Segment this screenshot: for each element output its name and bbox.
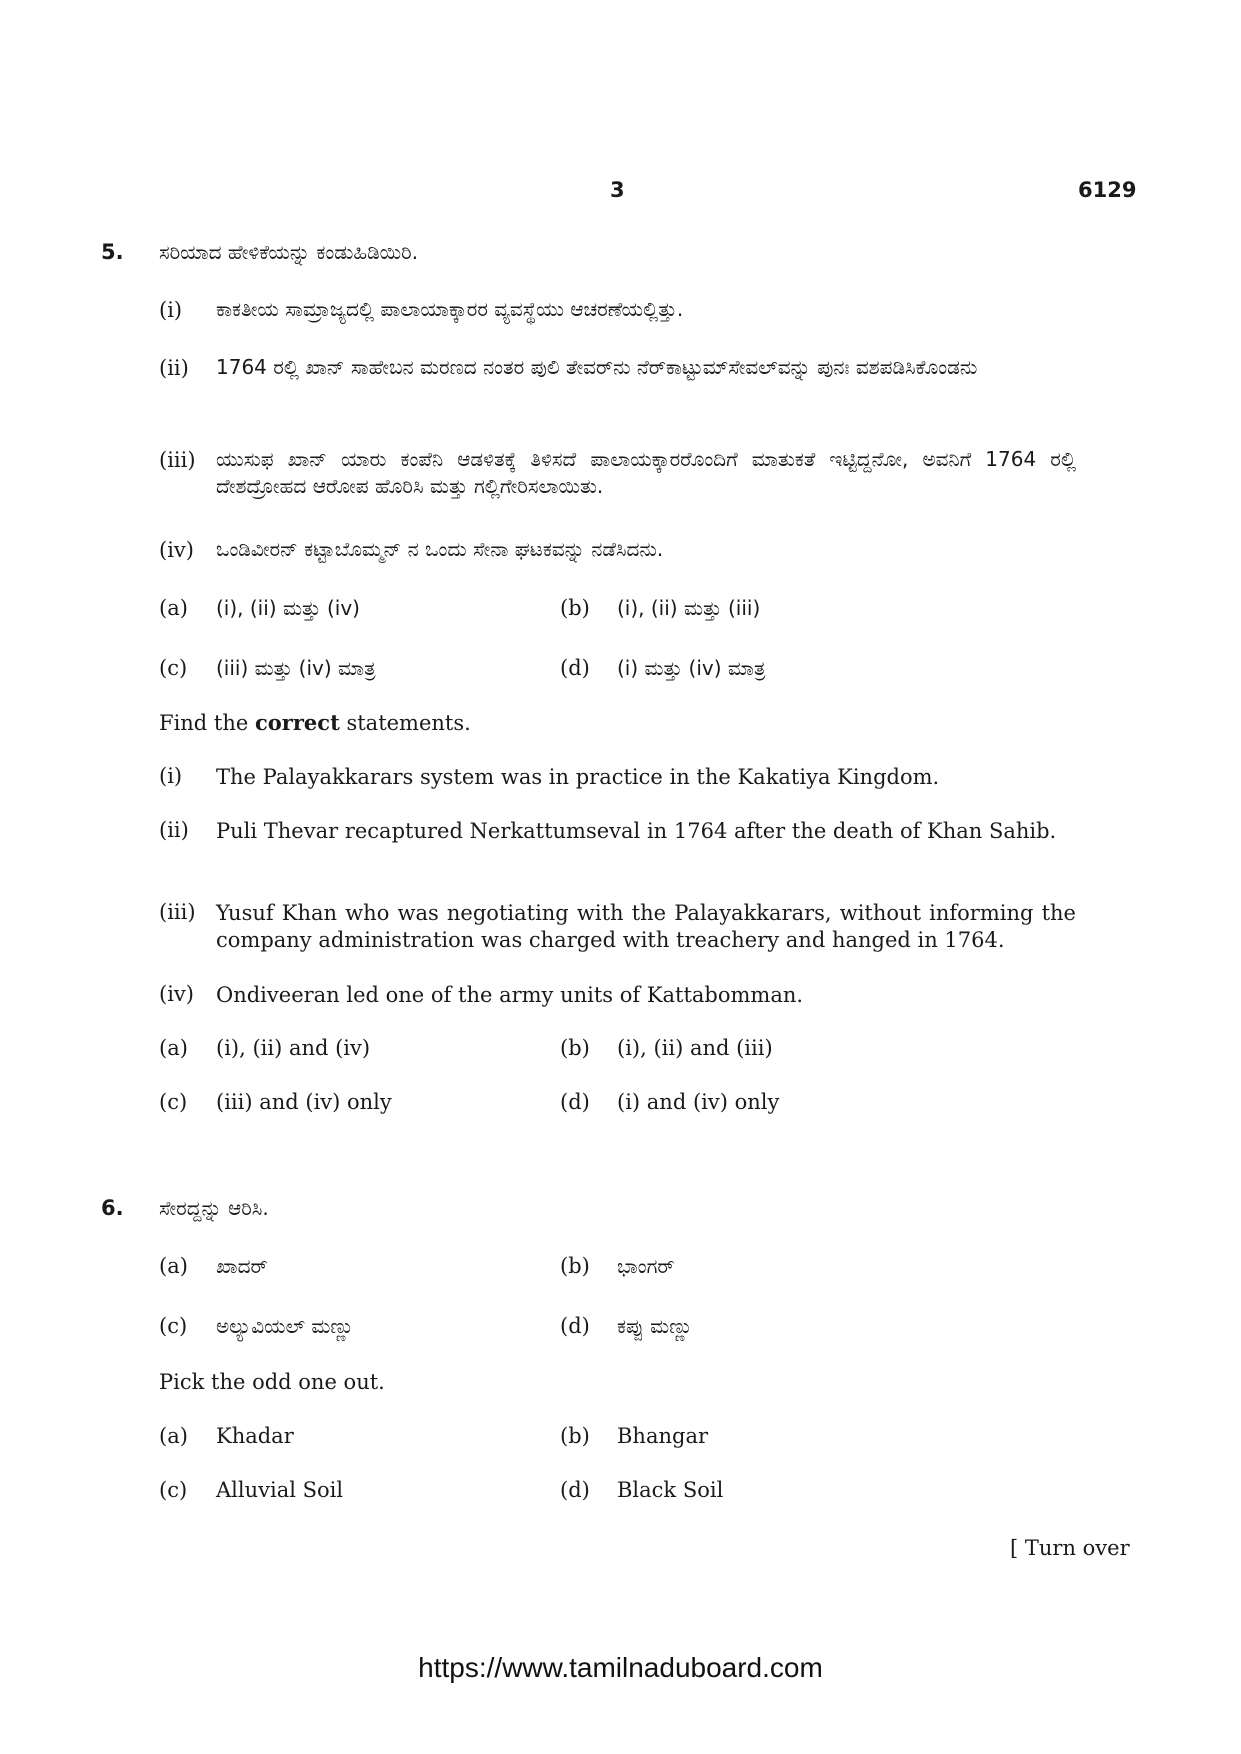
q5-kn-option-c-label: (c) xyxy=(159,656,188,680)
q6-kn-option-c-label: (c) xyxy=(159,1314,188,1338)
q5-kn-statement-2-label: (ii) xyxy=(159,356,189,380)
q5-kn-option-a: (i), (ii) ಮತ್ತು (iv) xyxy=(216,596,360,620)
q6-en-option-d: Black Soil xyxy=(617,1478,724,1502)
q5-kn-statement-4-label: (iv) xyxy=(159,538,194,562)
q5-en-option-d-label: (d) xyxy=(560,1090,590,1114)
q6-kn-option-a-label: (a) xyxy=(159,1254,188,1278)
q6-kn-option-b-label: (b) xyxy=(560,1254,590,1278)
q5-kn-option-c: (iii) ಮತ್ತು (iv) ಮಾತ್ರ xyxy=(216,656,376,680)
question-5-prompt-english: Find the correct statements. xyxy=(159,710,471,735)
q5-en-option-c-label: (c) xyxy=(159,1090,188,1114)
turn-over-note: [ Turn over xyxy=(1010,1536,1130,1560)
q5-kn-statement-1-label: (i) xyxy=(159,298,183,322)
q6-en-option-b: Bhangar xyxy=(617,1424,709,1448)
q6-kn-option-a: ಖಾದರ್ xyxy=(216,1254,268,1278)
q6-en-option-c: Alluvial Soil xyxy=(216,1478,344,1502)
q5-kn-option-b-label: (b) xyxy=(560,596,590,620)
q5-en-statement-4: Ondiveeran led one of the army units of Kattabomman. xyxy=(216,983,804,1007)
emphasis-correct: correct xyxy=(255,710,340,735)
q6-en-option-d-label: (d) xyxy=(560,1478,590,1502)
q6-en-option-a: Khadar xyxy=(216,1424,294,1448)
q5-en-statement-4-label: (iv) xyxy=(159,982,194,1006)
q5-kn-option-b: (i), (ii) ಮತ್ತು (iii) xyxy=(617,596,761,620)
q5-kn-statement-2: 1764 ರಲ್ಲಿ ಖಾನ್ ಸಾಹೇಬನ ಮರಣದ ನಂತರ ಪುಲಿ ತೇವರ್‌ನು ನೆರ್‌ಕಾಟ್ಟುಮ್‌ಸೇವಲ್‌ವನ್ನು ಪುನಃ ವಶಪಡಿಸಿಕೊಂಡನು xyxy=(216,355,978,379)
q5-kn-statement-4: ಒಂಡಿವೀರನ್ ಕಟ್ಟಾಬೊಮ್ಮನ್ ನ ಒಂದು ಸೇನಾ ಘಟಕವನ್ನು ನಡೆಸಿದನು. xyxy=(216,537,664,561)
paper-code: 6129 xyxy=(1078,178,1137,202)
question-6-prompt-english: Pick the odd one out. xyxy=(159,1370,385,1394)
q5-en-option-b-label: (b) xyxy=(560,1036,590,1060)
q6-kn-option-c: ಅಲ್ಯುವಿಯಲ್ ಮಣ್ಣು xyxy=(216,1314,354,1338)
q6-en-option-b-label: (b) xyxy=(560,1424,590,1448)
q5-en-option-d: (i) and (iv) only xyxy=(617,1090,780,1114)
question-6-number: 6. xyxy=(101,1196,124,1220)
q5-en-statement-1: The Palayakkarars system was in practice in the Kakatiya Kingdom. xyxy=(216,765,940,789)
q6-kn-option-b: ಭಾಂಗರ್ xyxy=(617,1254,675,1278)
q5-kn-option-d-label: (d) xyxy=(560,656,590,680)
footer-url[interactable]: https://www.tamilnaduboard.com xyxy=(418,1652,823,1683)
q5-kn-statement-3-label: (iii) xyxy=(159,448,196,472)
q5-en-option-c: (iii) and (iv) only xyxy=(216,1090,392,1114)
q6-en-option-c-label: (c) xyxy=(159,1478,188,1502)
q6-kn-option-d-label: (d) xyxy=(560,1314,590,1338)
question-6-prompt-kannada: ಸೇರದ್ದನ್ನು ಆರಿಸಿ. xyxy=(159,1196,269,1220)
q5-kn-option-a-label: (a) xyxy=(159,596,188,620)
q5-en-statement-3-label: (iii) xyxy=(159,900,196,924)
q5-en-statement-3: Yusuf Khan who was negotiating with the Palayakkarars, without informing the company administration was charged with treachery and hanged in 1764. xyxy=(216,901,1076,952)
q5-kn-option-d: (i) ಮತ್ತು (iv) ಮಾತ್ರ xyxy=(617,656,766,680)
q5-kn-statement-3: ಯುಸುಫ ಖಾನ್ ಯಾರು ಕಂಪೆನಿ ಆಡಳಿತಕ್ಕೆ ತಿಳಿಸದೆ ಪಾಲಾಯಕ್ಕಾರರೊಂದಿಗೆ ಮಾತುಕತೆ ಇಟ್ಟಿದ್ದನೋ, ಅವನಿಗೆ 1764 ರಲ್ಲಿ ದೇಶದ್ರೋಹದ ಆರೋಪ ಹೊರಿಸಿ ಮತ್ತು ಗಲ್ಲಿಗೇರಿಸಲಾಯಿತು. xyxy=(216,447,1076,498)
q5-en-option-a-label: (a) xyxy=(159,1036,188,1060)
q5-en-statement-1-label: (i) xyxy=(159,764,183,788)
q5-kn-statement-1: ಕಾಕತೀಯ ಸಾಮ್ರಾಜ್ಯದಲ್ಲಿ ಪಾಲಾಯಾಕ್ಕಾರರ ವ್ಯವಸ್ಥೆಯು ಆಚರಣೆಯಲ್ಲಿತ್ತು. xyxy=(216,297,684,321)
q6-en-option-a-label: (a) xyxy=(159,1424,188,1448)
question-5-prompt-kannada: ಸರಿಯಾದ ಹೇಳಿಕೆಯನ್ನು ಕಂಡುಹಿಡಿಯಿರಿ. xyxy=(159,240,419,264)
q6-kn-option-d: ಕಪ್ಪು ಮಣ್ಣು xyxy=(617,1314,693,1338)
q5-en-statement-2-label: (ii) xyxy=(159,818,189,842)
question-5-number: 5. xyxy=(101,240,124,264)
page-number: 3 xyxy=(610,178,625,202)
q5-en-option-a: (i), (ii) and (iv) xyxy=(216,1036,371,1060)
q5-en-option-b: (i), (ii) and (iii) xyxy=(617,1036,773,1060)
q5-en-statement-2: Puli Thevar recaptured Nerkattumseval in 1764 after the death of Khan Sahib. xyxy=(216,819,1057,843)
